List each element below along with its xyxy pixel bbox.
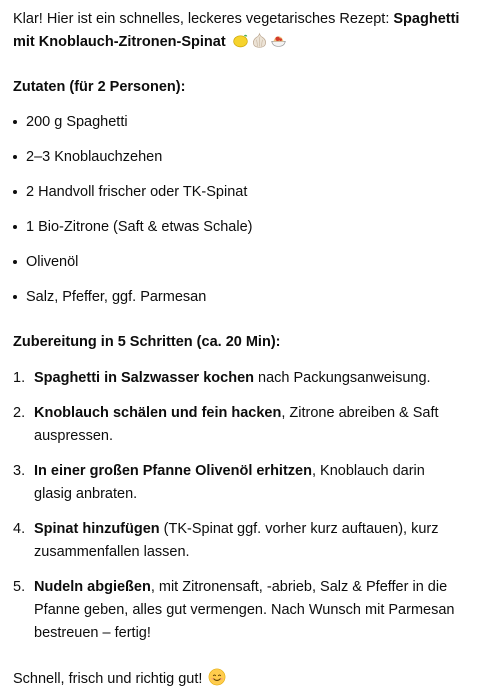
preparation-heading: Zubereitung in 5 Schritten (ca. 20 Min): — [13, 334, 281, 350]
lemon-icon — [232, 32, 249, 57]
recipe-title: Spaghetti mit Knoblauch-Zitronen-Spinat — [13, 11, 460, 50]
smiling-face-icon — [208, 668, 226, 694]
ingredients-heading: Zutaten (für 2 Personen): — [13, 79, 186, 95]
garlic-icon — [251, 32, 268, 57]
spaghetti-icon — [270, 32, 287, 57]
intro-text: Klar! Hier ist ein schnelles, leckeres vegetarisches Rezept: — [13, 11, 394, 27]
intro-paragraph — [13, 8, 473, 57]
assistant-message: Klar! Hier ist ein schnelles, leckeres vegetarisches Rezept: Spaghetti mit Knoblauch-Zitronen-Spinat Zutaten (für 2 Personen): 200 g Spaghetti 2–3 Knoblauchzehen 2 Handvoll frischer oder TK-Spinat 1 Bio-Zitrone (Saft & etwas Schale) Olivenöl Salz, Pfeffer, ggf. Parmesan Zubereitung in 5 Schritten (ca. 20 Min): 1. Spaghetti in Salzwasser kochen nach Packungsanweisung. 2. Knoblauch schälen und fein hacken, Zitrone abreiben & Saft auspressen. 3. In einer großen Pfanne Olivenöl erhitzen, Knoblauch darin glasig anbraten. 4. Spinat hinzufügen (TK-Spinat ggf. vorher kurz auftauen), kurz zusammenfallen lassen. 5. Nudeln abgießen, mit Zitronensaft, -abrieb, Salz & Pfeffer in die Pfanne geben, alles gut vermengen. Nach Wunsch mit Parmesan bestreuen – fertig! Schnell, frisch und richtig gut! — [0, 0, 486, 699]
closing-line: Schnell, frisch und richtig gut! — [13, 668, 226, 694]
